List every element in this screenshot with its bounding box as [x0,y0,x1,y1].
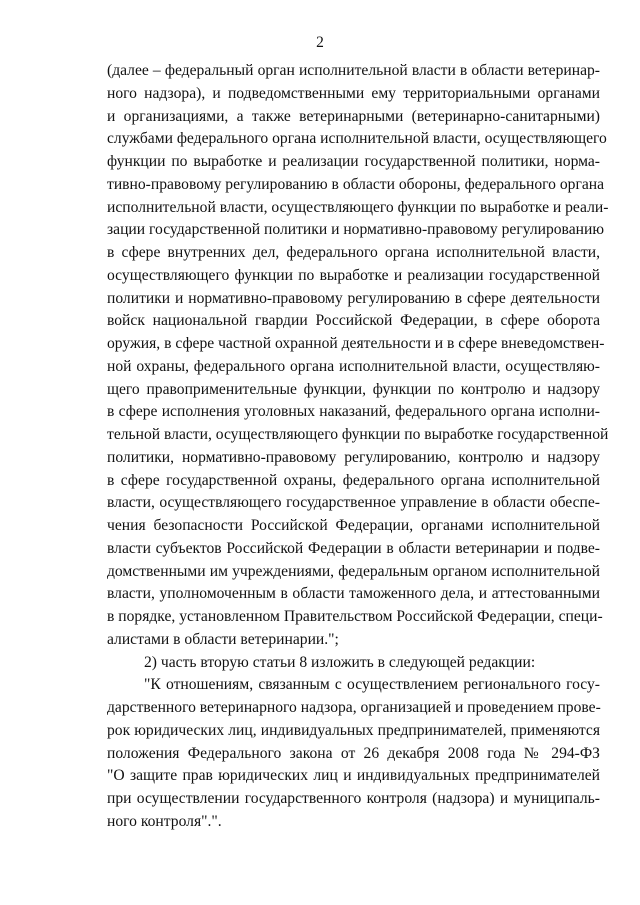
text-line: при осуществлении государственного контроля (надзора) и муниципаль- [107,790,600,807]
text-line: (далее – федеральный орган исполнительной власти в области ветеринар- [107,62,600,79]
text-line: положения Федерального закона от 26 декабря 2008 года № 294-ФЗ [107,744,600,762]
text-line: власти, уполномоченным в области таможенного дела, и аттестованными [107,585,600,603]
text-line: осуществляющего функции по выработке и реализации государственной [107,266,600,284]
text-line: ного надзора), и подведомственными ему территориальными органами [107,84,600,102]
text-line: службами федерального органа исполнительной власти, осуществляющего [107,130,607,148]
text-line: рок юридических лиц, индивидуальных предпринимателей, применяются [107,721,600,739]
text-line: оружия, в сфере частной охранной деятельности и в сфере вневедомствен- [107,335,605,352]
text-line: 2) часть вторую статьи 8 изложить в следующей редакции: [144,653,536,671]
text-line: власти, осуществляющего государственное управление в области обеспе- [107,494,600,512]
text-line: в сфере государственной охраны, федерального органа исполнительной [107,471,600,489]
text-line: "О защите прав юридических лиц и индивидуальных предпринимателей [107,767,600,785]
text-line: ной охраны, федерального органа исполнительной власти, осуществляю- [107,357,600,375]
text-line: исполнительной власти, осуществляющего функции по выработке и реали- [107,198,609,216]
text-line: войск национальной гвардии Российской Федерации, в сфере оборота [107,312,600,330]
text-line: политики, нормативно-правовому регулированию, контролю и надзору [107,448,600,466]
text-line: щего правоприменительные функции, функции по контролю и надзору [107,380,600,398]
text-line: ного контроля".". [107,812,222,830]
text-line: тивно-правовому регулированию в области обороны, федерального органа [107,175,605,193]
text-line: в сфере внутренних дел, федерального органа исполнительной власти, [107,244,600,261]
text-line: алистами в области ветеринарии."; [107,630,339,648]
text-line: в порядке, установленном Правительством Российской Федерации, специ- [107,608,603,625]
text-line: дарственного ветеринарного надзора, организацией и проведением прове- [107,699,601,716]
text-line: тельной власти, осуществляющего функции по выработке государственной [107,426,609,443]
text-line: и организациями, а также ветеринарными (ветеринарно-санитарными) [107,107,600,125]
text-line: чения безопасности Российской Федерации, органами исполнительной [107,517,600,534]
page-number: 2 [316,34,324,51]
text-line: зации государственной политики и нормативно-правовому регулированию [107,221,604,239]
text-line: "К отношениям, связанным с осуществлением регионального госу- [144,676,600,694]
text-line: власти субъектов Российской Федерации в области ветеринарии и подве- [107,539,600,557]
text-line: функции по выработке и реализации государственной политики, норма- [107,153,600,170]
text-line: домственными им учреждениями, федеральным органом исполнительной [107,562,600,580]
text-line: в сфере исполнения уголовных наказаний, федерального органа исполни- [107,403,600,421]
text-line: политики и нормативно-правовому регулированию в сфере деятельности [107,289,600,307]
